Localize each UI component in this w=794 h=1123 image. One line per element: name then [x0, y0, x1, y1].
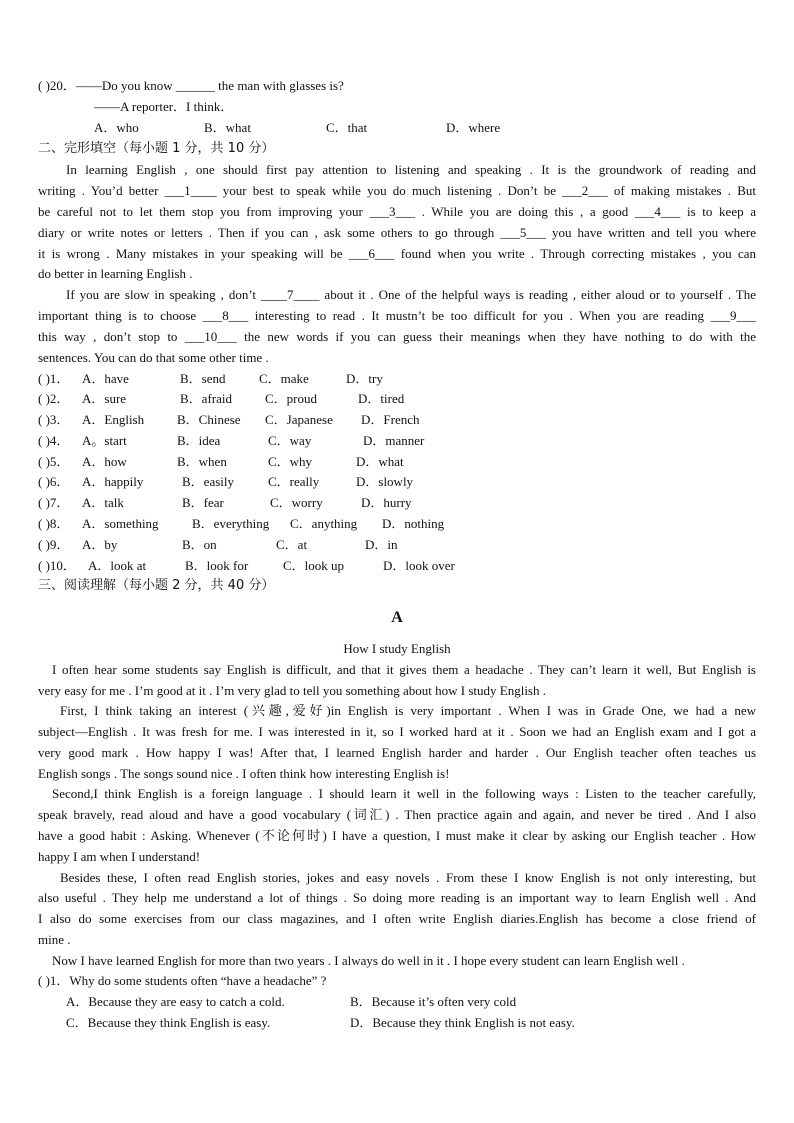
question-number: ( )4．: [38, 433, 70, 448]
option-b: B．idea: [177, 433, 221, 448]
reading-line: very easy for me . I’m good at it . I’m very glad to tell you something about how I study English .: [38, 683, 546, 698]
reading-line: have a good habit : Asking. Whenever (不论何时) I have a question, I must make it clear by asking our English teacher . How: [38, 828, 756, 843]
reading-line: also useful . They help me understand a lot of things . So doing more reading is an important way to learn English well . And: [38, 890, 756, 905]
option-c: C．anything: [290, 516, 358, 531]
question-number: ( )1．: [38, 371, 70, 386]
reading-line: I often hear some students say English is difficult, and that it gives them a headache . They can’t learn it well, But English is: [52, 662, 756, 677]
option-c: C．look up: [283, 558, 345, 573]
part-label: A: [391, 609, 403, 626]
option-b: B．when: [177, 454, 227, 469]
cloze-line: If you are slow in speaking , don’t ____7____ about it . One of the helpful ways is reading , either aloud or to yourself . The: [66, 287, 756, 302]
option-c: C．why: [268, 454, 313, 469]
reading-line: First, I think taking an interest (兴趣,爱好)in English is very important . When I was in Grade One, we had a new: [60, 703, 756, 718]
option-a: A．talk: [82, 495, 124, 510]
option-d: D．manner: [363, 433, 425, 448]
q20-option-a: A．who: [94, 120, 139, 135]
option-d: D．French: [361, 412, 420, 427]
reading-line: very good mark . How happy I was! After that, I learned English harder and harder . Our English teacher often teaches us: [38, 745, 756, 760]
reading-line: Now I have learned English for more than two years . I always do well in it . I hope every student can learn English well .: [52, 953, 685, 968]
question-number: ( )3．: [38, 412, 70, 427]
question-number: ( )9．: [38, 537, 70, 552]
section3-title: 三、阅读理解（每小题 2 分，共 40 分）: [38, 578, 275, 593]
cloze-line: do better in learning English .: [38, 266, 193, 281]
cloze-line: writing . You’d better ___1____ your best to speak while you do much listening . Don’t be ___2___ of making mistakes . But: [38, 183, 756, 198]
option-d: D．try: [346, 371, 383, 386]
reading-line: Second,I think English is a foreign language . I should learn it well in the following ways : Listen to the teacher carefully,: [52, 786, 756, 801]
cloze-line: In learning English , one should first pay attention to listening and speaking . It is the groundwork of reading and: [66, 162, 756, 177]
cloze-line: sentences. You can do that some other time .: [38, 350, 269, 365]
reading-option-c: C．Because they think English is easy.: [66, 1015, 271, 1030]
q20-option-c: C．that: [326, 120, 368, 135]
option-b: B．on: [182, 537, 217, 552]
option-c: C．really: [268, 474, 320, 489]
option-a: A．something: [82, 516, 159, 531]
option-b: B．everything: [192, 516, 270, 531]
q20-option-d: D．where: [446, 120, 501, 135]
option-a: A．have: [82, 371, 129, 386]
reading-line: Besides these, I often read English stories, jokes and easy novels . From these I know English is not only interesting, but: [60, 870, 756, 885]
reading-option-a: A．Because they are easy to catch a cold.: [66, 994, 285, 1009]
reading-option-d: D．Because they think English is not easy.: [350, 1015, 575, 1030]
option-b: B．fear: [182, 495, 224, 510]
question-number: ( )10．: [38, 558, 76, 573]
reading-question-stem: ( )1．Why do some students often “have a headache” ?: [38, 973, 327, 988]
q20-option-b: B．what: [204, 120, 251, 135]
option-b: B．look for: [185, 558, 249, 573]
option-c: C．way: [268, 433, 312, 448]
question-number: ( )8．: [38, 516, 70, 531]
option-a: A．how: [82, 454, 127, 469]
option-b: B．easily: [182, 474, 234, 489]
option-c: C．make: [259, 371, 309, 386]
question-number: ( )7．: [38, 495, 70, 510]
q20-stem: ( )20．——Do you know ______ the man with glasses is?: [38, 78, 344, 93]
question-number: ( )6．: [38, 474, 70, 489]
option-c: C．worry: [270, 495, 323, 510]
option-d: D．slowly: [356, 474, 414, 489]
option-a: A．happily: [82, 474, 144, 489]
reading-line: mine .: [38, 932, 71, 947]
option-d: D．look over: [383, 558, 455, 573]
cloze-line: important thing is to choose ___8___ interesting to read . It mustn’t be too difficult for you . When you are reading ___9___: [38, 308, 756, 323]
cloze-line: be careful not to let them stop you from improving your ___3___ . While you are doing this , a good ___4___ is to keep a: [38, 204, 756, 219]
reading-line: subject—English . It was fresh for me. I was interested in it, so I worked hard at it . Soon we had an English exam and I got a: [38, 724, 756, 739]
option-a: A．by: [82, 537, 118, 552]
question-number: ( )2．: [38, 391, 70, 406]
reading-line: I also do some exercises from our class magazines, and I often write English diaries.English has become a close friend of: [38, 911, 756, 926]
reading-line: speak bravely, read aloud and have a good vocabulary (词汇) . Then practice again and again, and never be tired . And I also: [38, 807, 756, 822]
option-d: D．what: [356, 454, 404, 469]
option-b: B．afraid: [180, 391, 232, 406]
cloze-line: this way , don’t stop to ___10___ the new words if you can guess their meanings when they have nothing to do with the: [38, 329, 756, 344]
option-b: B．send: [180, 371, 226, 386]
option-b: B．Chinese: [177, 412, 241, 427]
section2-title: 二、完形填空（每小题 1 分，共 10 分）: [38, 141, 275, 156]
reading-line: happy I am when I understand!: [38, 849, 201, 864]
option-a: A．look at: [88, 558, 147, 573]
option-c: C．proud: [265, 391, 318, 406]
option-d: D．in: [365, 537, 398, 552]
option-d: D．hurry: [361, 495, 412, 510]
cloze-line: it is wrong . Many mistakes in your speaking will be ___6___ found when you write . Through correcting mistakes , you can: [38, 246, 756, 261]
option-d: D．nothing: [382, 516, 445, 531]
option-a: A．sure: [82, 391, 127, 406]
question-number: ( )5．: [38, 454, 70, 469]
reading-option-b: B．Because it’s often very cold: [350, 994, 517, 1009]
option-c: C．at: [276, 537, 308, 552]
reading-line: English songs . The songs sound nice . I often think how interesting English is!: [38, 766, 450, 781]
cloze-line: diary or write notes or letters . Then if you can , ask some others to go through ___5___ you have written and tell you where: [38, 225, 756, 240]
passage-title: How I study English: [343, 641, 451, 656]
option-c: C．Japanese: [265, 412, 333, 427]
q20-answer: ——A reporter．I think．: [94, 99, 234, 114]
option-d: D．tired: [358, 391, 405, 406]
option-a: A．English: [82, 412, 145, 427]
option-a: A。start: [82, 433, 127, 448]
